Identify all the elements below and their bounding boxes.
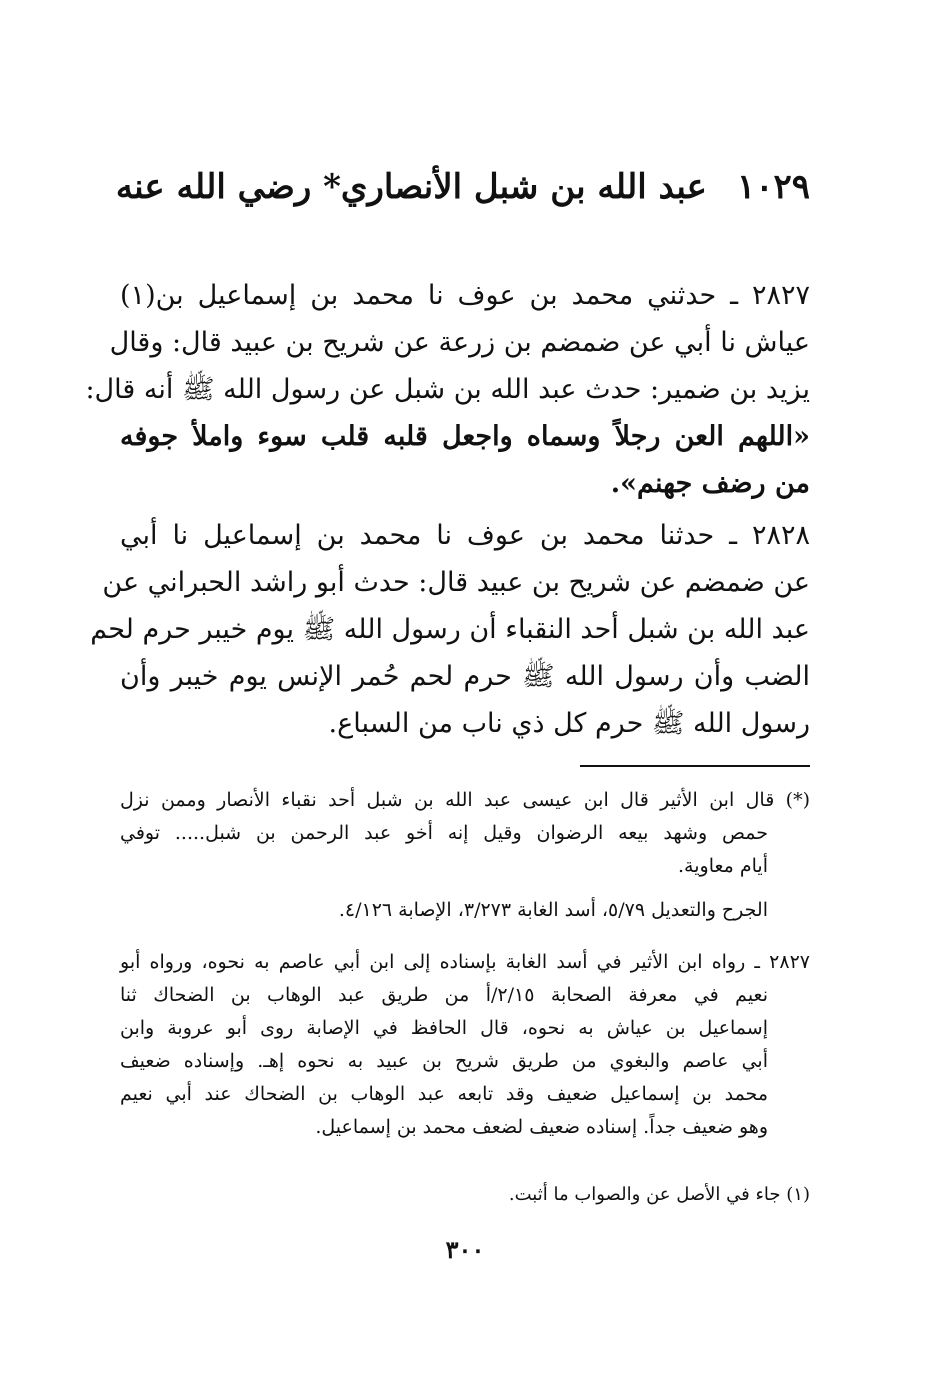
footnote-2827-line-5: محمد بن إسماعيل ضعيف وقد تابعه عبد الوهاب بن الضحاك عند أبي نعيم: [120, 1083, 768, 1105]
references-note: [120, 894, 810, 927]
footnote-star-line-2: حمص وشهد بيعه الرضوان وقيل إنه أخو عبد الرحمن بن شبل..... توفي: [120, 822, 768, 844]
hadith-2828-line-4: الضب وأن رسول الله ﷺ حرم لحم حُمر الإنس يوم خيبر وأن: [120, 661, 810, 692]
references-line: الجرح والتعديل ٥/٧٩، أسد الغابة ٣/٢٧٣، الإصابة ٤/١٢٦.: [338, 899, 768, 921]
footnote-2827: [120, 946, 810, 1144]
footnote-1: [120, 1178, 810, 1211]
hadith-2828-line-1: ٢٨٢٨ ـ حدثنا محمد بن عوف نا محمد بن إسماعيل نا أبي: [120, 520, 810, 551]
footnote-2827-line-6: وهو ضعيف جداً. إسناده ضعيف لضعف محمد بن إسماعيل.: [315, 1116, 768, 1138]
footnote-divider: [580, 765, 810, 767]
hadith-2828: [90, 512, 810, 747]
hadith-2827-line-4: «اللهم العن رجلاً وسماه واجعل قلبه قلب سوء واملأ جوفه: [120, 421, 810, 452]
hadith-2827-line-2: عياش نا أبي عن ضمضم بن زرعة عن شريح بن عبيد قال: وقال: [109, 327, 810, 358]
hadith-2827-line-5: من رضف جهنم».: [610, 468, 810, 499]
hadith-2827-line-3: يزيد بن ضمير: حدث عبد الله بن شبل عن رسول الله ﷺ أنه قال:: [85, 374, 810, 405]
footnote-star-line-1: (*) قال ابن الأثير قال ابن عيسى عبد الله بن شبل أحد نقباء الأنصار وممن نزل: [120, 789, 810, 811]
footnote-1-line: (١) جاء في الأصل عن والصواب ما أثبت.: [508, 1184, 810, 1205]
book-page: [85, 0, 810, 1373]
footnote-2827-line-4: أبي عاصم والبغوي من طريق شريح بن عبيد به نحوه إهـ. وإسناده ضعيف: [120, 1050, 768, 1072]
footnote-2827-line-2: نعيم في معرفة الصحابة ٢/١٥/أ من طريق عبد الوهاب بن الضحاك ثنا: [120, 984, 769, 1006]
footnote-star: [120, 784, 810, 883]
hadith-2827: [85, 272, 810, 507]
hadith-2828-line-5: رسول الله ﷺ حرم كل ذي ناب من السباع.: [328, 708, 810, 739]
hadith-2828-line-2: عن ضمضم عن شريح بن عبيد قال: حدث أبو راشد الحبراني عن: [102, 567, 810, 598]
page-number: ٣٠٠: [445, 1235, 485, 1264]
hadith-2828-line-3: عبد الله بن شبل أحد النقباء أن رسول الله ﷺ يوم خيبر حرم لحم: [90, 614, 810, 645]
footnote-star-line-3: أيام معاوية.: [678, 855, 768, 877]
hadith-2827-line-1: ٢٨٢٧ ـ حدثني محمد بن عوف نا محمد بن إسماعيل بن(١): [120, 280, 810, 311]
footnote-2827-line-1: ٢٨٢٧ ـ رواه ابن الأثير في أسد الغابة بإسناده إلى ابن أبي عاصم به نحوه، ورواه أبو: [120, 951, 810, 973]
footnote-2827-line-3: إسماعيل بن عياش به نحوه، قال الحافظ في الإصابة روى أبو عروبة وابن: [120, 1017, 768, 1039]
chapter-title: [115, 160, 810, 214]
chapter-number: ١٠٢٩: [736, 167, 810, 207]
chapter-title-text: عبد الله بن شبل الأنصاري* رضي الله عنه: [115, 167, 707, 207]
